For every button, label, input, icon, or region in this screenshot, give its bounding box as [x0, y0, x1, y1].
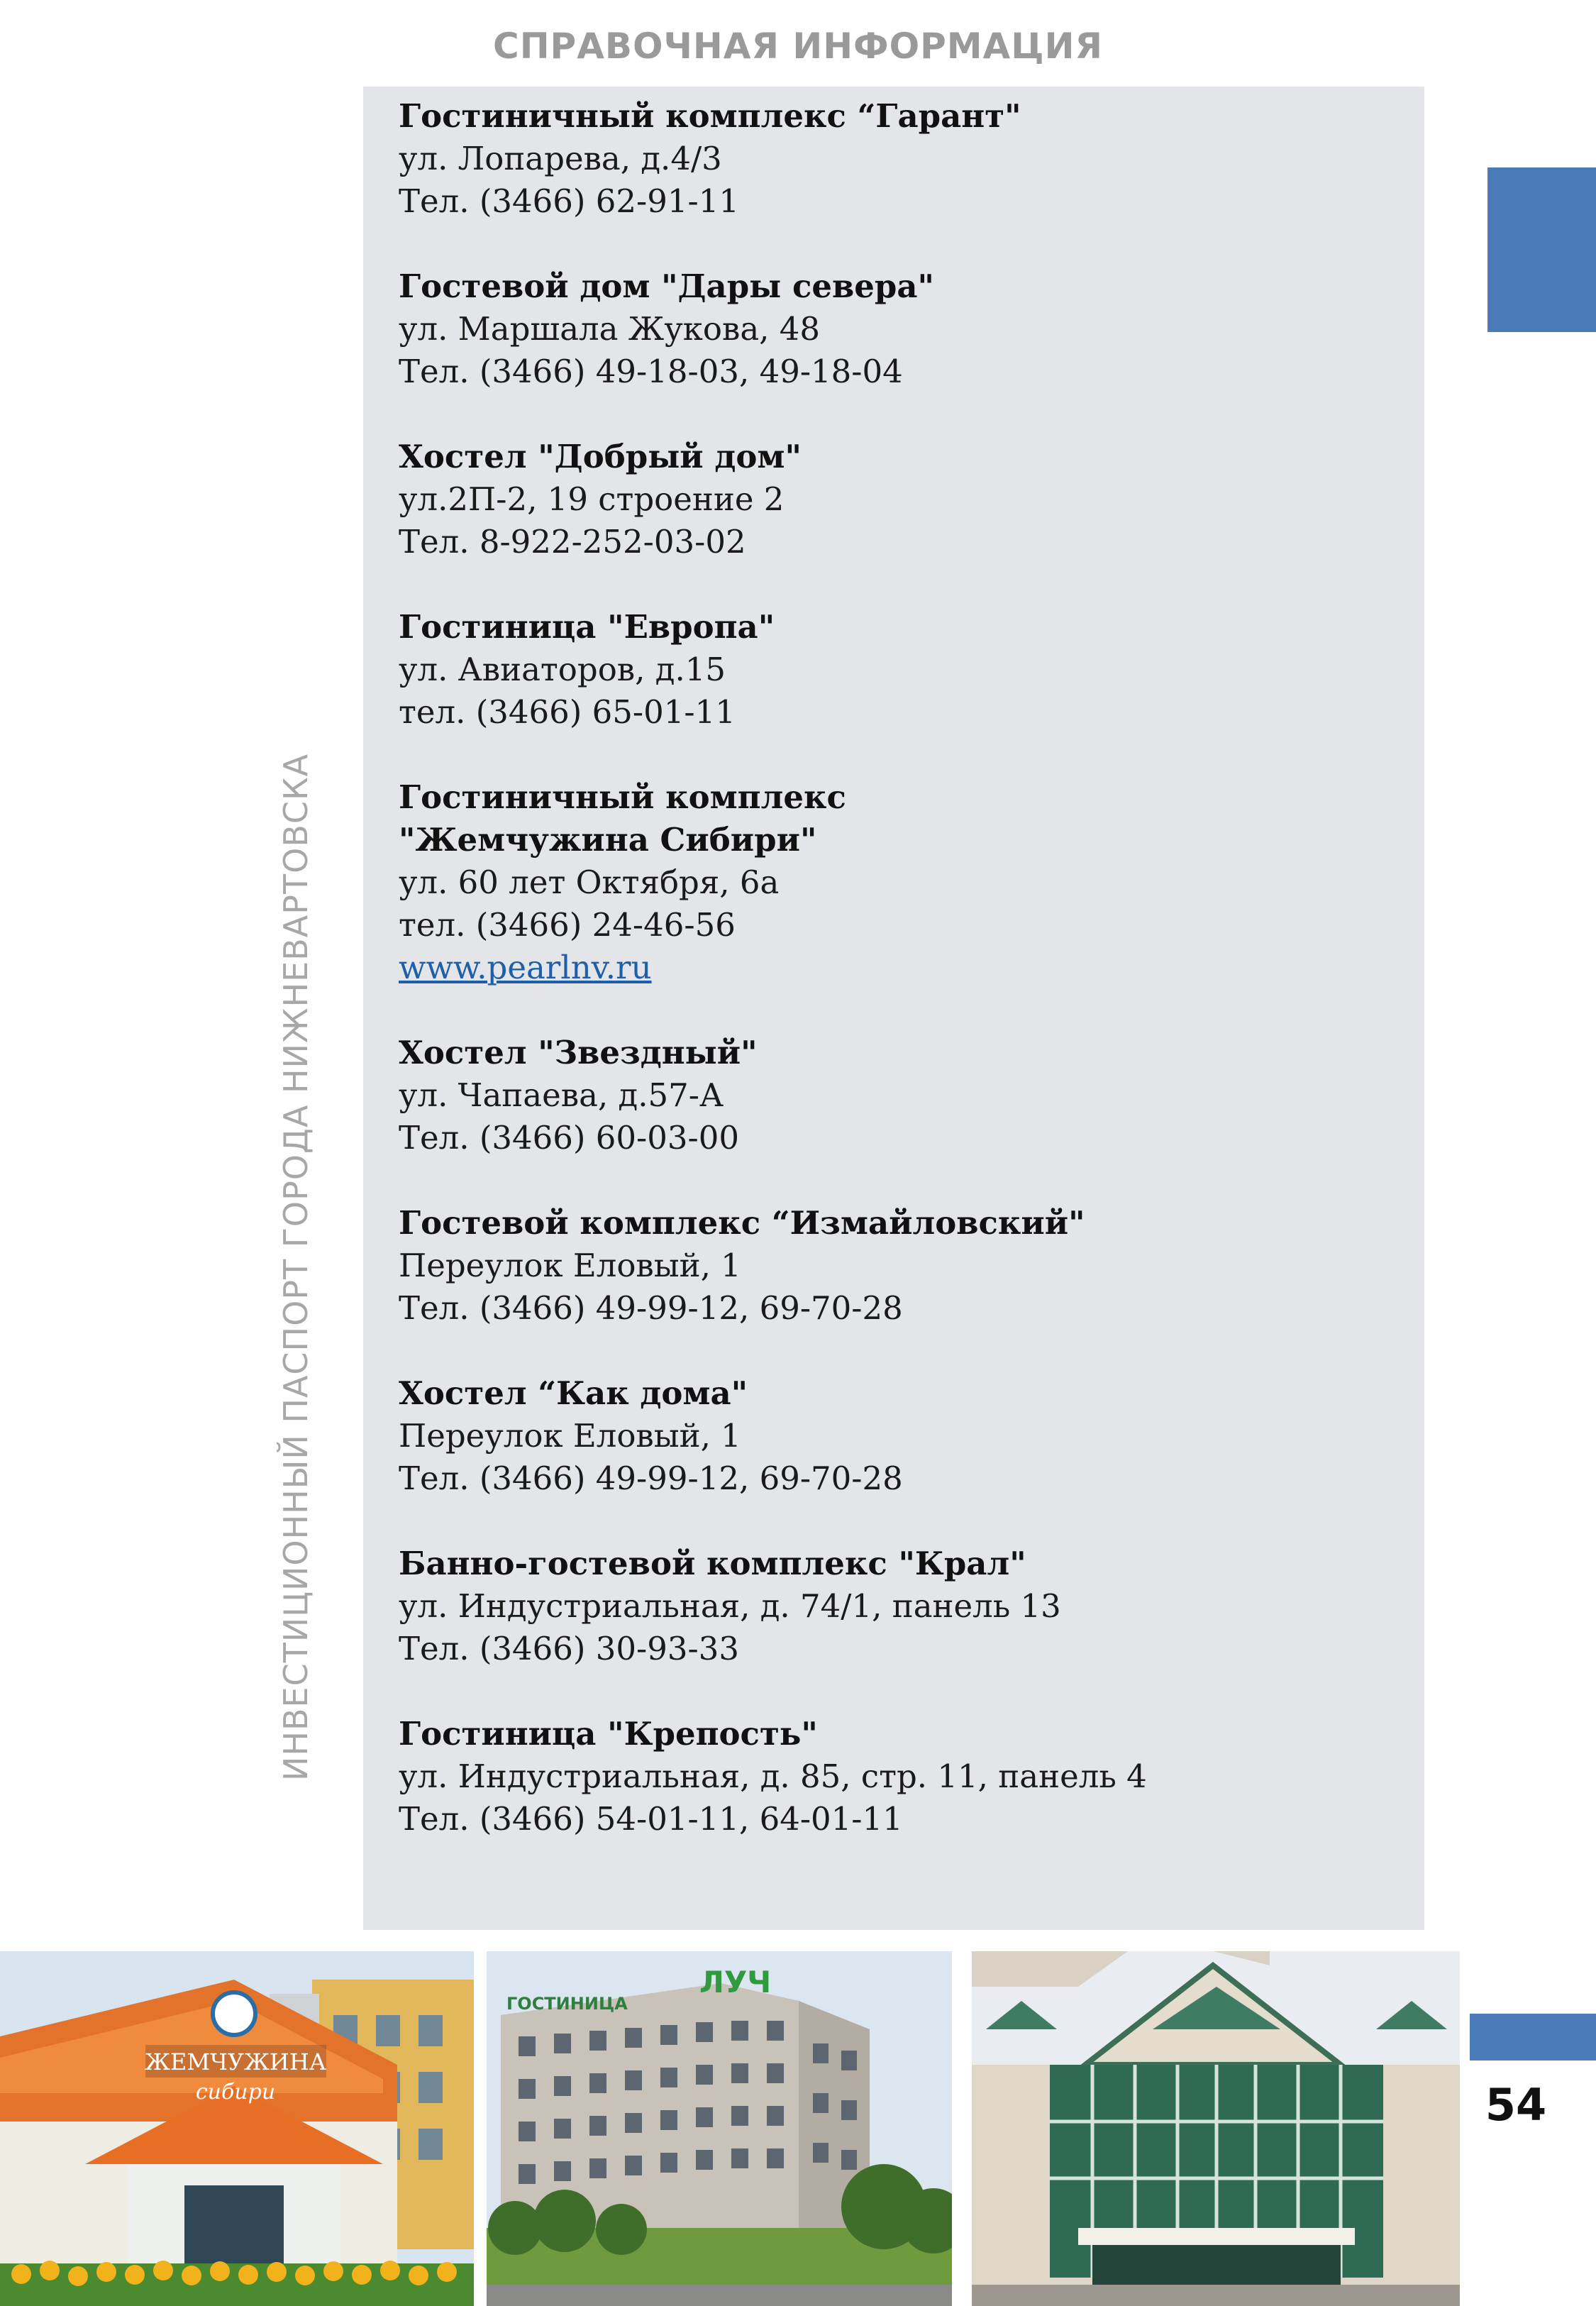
hotel-name: Гостиничный комплекс “Гарант": [399, 97, 1021, 135]
vertical-side-caption: ИНВЕСТИЦИОННЫЙ ПАСПОРТ ГОРОДА НИЖНЕВАРТОВСКА: [277, 753, 315, 1781]
hotel-address: ул. Чапаева, д.57-А: [399, 1076, 724, 1114]
hotel-photo-zhemchuzhina: [0, 1951, 474, 2306]
hotel-phone: Тел. (3466) 62-91-11: [399, 182, 739, 220]
photo1-sign-top: ЖЕМЧУЖИНА: [145, 2048, 326, 2075]
hotel-phone: Тел. (3466) 49-99-12, 69-70-28: [399, 1289, 903, 1327]
hotel-phone: Тел. (3466) 54-01-11, 64-01-11: [399, 1800, 903, 1838]
hotel-entry-dary-severa: [399, 265, 1406, 393]
hotel-name-continued: "Жемчужина Сибири": [399, 821, 817, 859]
photo2-sign-left: ГОСТИНИЦА: [506, 1994, 628, 2014]
page-header: СПРАВОЧНАЯ ИНФОРМАЦИЯ: [493, 26, 1103, 67]
hotel-address: ул. Индустриальная, д. 74/1, панель 13: [399, 1587, 1061, 1625]
hotel-entry-garant: [399, 95, 1406, 223]
hotel-photo-facade: [972, 1951, 1460, 2306]
hotel-entry-izmaylovsky: [399, 1202, 1406, 1330]
photo1-sign-bottom: сибири: [195, 2080, 276, 2104]
hotel-entry-kak-doma: [399, 1372, 1406, 1500]
hotel-address: ул. Индустриальная, д. 85, стр. 11, панель 4: [399, 1758, 1147, 1795]
hotel-address: Переулок Еловый, 1: [399, 1417, 741, 1455]
hotel-name: Гостевой комплекс “Измайловский": [399, 1204, 1085, 1242]
blue-tab-marker: [1487, 167, 1596, 332]
hotel-name: Банно-гостевой комплекс "Крал": [399, 1545, 1026, 1582]
hotel-phone: Тел. (3466) 49-18-03, 49-18-04: [399, 353, 903, 390]
hotel-phone: тел. (3466) 24-46-56: [399, 906, 736, 944]
hotel-address: ул.2П-2, 19 строение 2: [399, 480, 785, 518]
hotel-entry-dobry-dom: [399, 436, 1406, 563]
hotel-phone: тел. (3466) 65-01-11: [399, 693, 736, 731]
hotel-entry-krepost: [399, 1713, 1406, 1841]
hotel-phone: Тел. (3466) 49-99-12, 69-70-28: [399, 1460, 903, 1497]
hotel-phone: Тел. (3466) 30-93-33: [399, 1630, 739, 1667]
hotel-photo-luch: [487, 1951, 952, 2306]
hotel-address: ул. 60 лет Октября, 6а: [399, 864, 780, 901]
hotel-entry-kral: [399, 1543, 1406, 1670]
page-number-bar: [1470, 2014, 1596, 2060]
photo2-sign-right: ЛУЧ: [699, 1965, 772, 1999]
hotel-name: Гостиничный комплекс: [399, 778, 846, 816]
hotel-name: Хостел “Как дома": [399, 1374, 748, 1412]
hotel-address: ул. Авиаторов, д.15: [399, 651, 726, 688]
hotel-name: Гостевой дом "Дары севера": [399, 267, 934, 305]
hotel-name: Хостел "Добрый дом": [399, 438, 802, 475]
hotel-address: Переулок Еловый, 1: [399, 1247, 741, 1284]
hotel-address: ул. Лопарева, д.4/3: [399, 140, 722, 177]
hotel-name: Гостиница "Европа": [399, 608, 775, 646]
hotel-name: Хостел "Звездный": [399, 1034, 758, 1071]
hotel-name: Гостиница "Крепость": [399, 1715, 818, 1753]
hotel-phone: Тел. 8-922-252-03-02: [399, 523, 746, 561]
hotel-entry-zhemchuzhina: [399, 776, 1406, 989]
hotel-phone: Тел. (3466) 60-03-00: [399, 1119, 739, 1157]
hotel-entry-evropa: [399, 606, 1406, 734]
page-number: 54: [1485, 2079, 1547, 2131]
hotel-list: [399, 95, 1406, 1883]
hotel-website-link[interactable]: www.pearlnv.ru: [399, 949, 652, 986]
hotel-address: ул. Маршала Жукова, 48: [399, 310, 821, 348]
hotel-entry-zvezdny: [399, 1032, 1406, 1159]
